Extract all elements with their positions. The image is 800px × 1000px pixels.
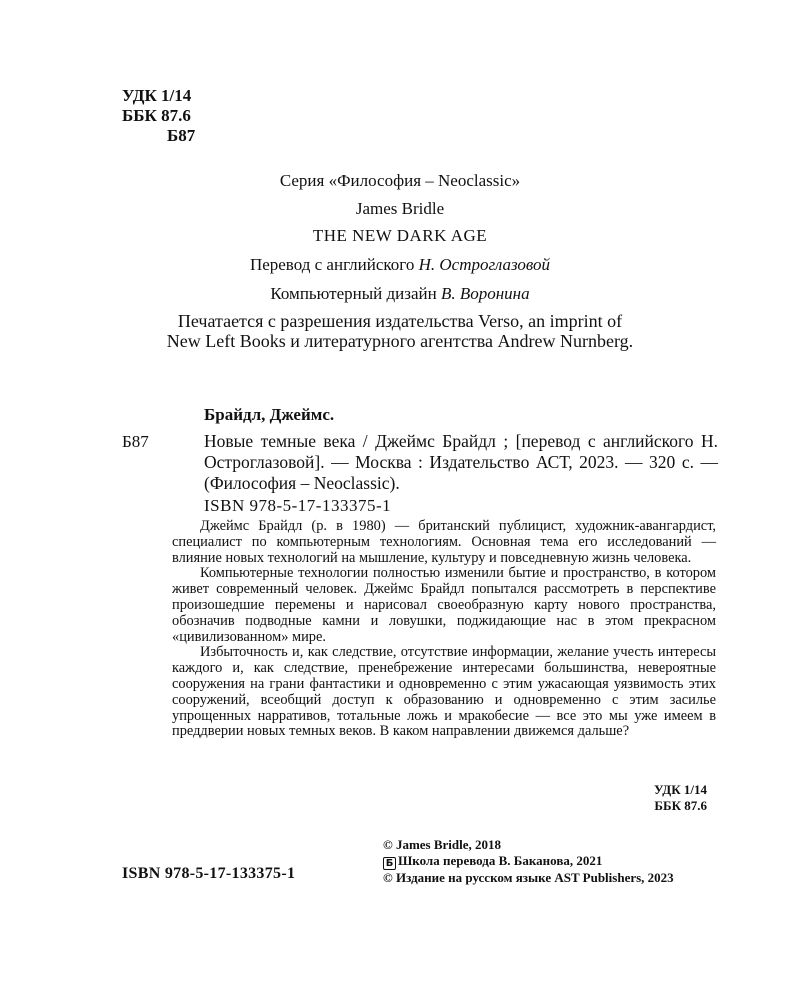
series-line: Серия «Философия – Neoclassic» <box>279 171 521 190</box>
bbk-code: ББК 87.6 <box>122 106 191 125</box>
copyright-block <box>383 837 674 886</box>
author-mark: Б87 <box>167 126 196 145</box>
udk-code: УДК 1/14 <box>122 86 192 105</box>
annotation-paragraph-3: Избыточность и, как следствие, отсутствие информации, желание учесть интересы каждого и, как следствие, пренебрежение интересами большинства, невероятные сооружения на грани фантастики и одновременно с этим ужасающая уязвимость этих сооружений, всеобщий доступ к образованию и одновременно с этим засилье упрощенных нарративов, тотальные ложь и мракобесие — все это мы уже имеем в преддверии новых темных веков. В каком направлении движемся дальше? <box>172 644 716 740</box>
bottom-bbk: ББК 87.6 <box>654 798 707 813</box>
permission-line-2: New Left Books и литературного агентства Andrew Nurnberg. <box>166 331 634 351</box>
isbn-bottom: ISBN 978-5-17-133375-1 <box>122 865 296 882</box>
bottom-classification-codes <box>600 782 707 814</box>
translation-credit <box>0 255 800 275</box>
annotation <box>172 519 716 740</box>
permission-line-1: Печатается с разрешения издательства Verso, an imprint of <box>177 311 623 331</box>
annotation-paragraph-1: Джеймс Брайдл (р. в 1980) — британский публицист, художник-авангардист, специалист по компьютерным технологиям. Основная тема его исследований — влияние новых технологий на мышление, культуру и повседневную жизнь человека. <box>172 518 716 566</box>
bib-author-mark: Б87 <box>122 432 149 451</box>
title-english: THE NEW DARK AGE <box>312 226 488 245</box>
school-logo-icon: Б <box>383 857 396 870</box>
bib-description: Новые темные века / Джеймс Брайдл ; [перевод с английского Н. Остроглазовой]. — Москва : Издательство АСТ, 2023. — 320 с. — (Философия – Neoclassic). <box>204 431 718 493</box>
designer-name: В. Воронина <box>440 284 530 303</box>
design-label: Компьютерный дизайн <box>270 284 441 303</box>
copyright-edition: © Издание на русском языке AST Publishers, 2023 <box>383 870 674 885</box>
copyright-school <box>383 853 674 870</box>
translation-label: Перевод с английского <box>249 255 419 274</box>
permission-note <box>0 311 800 351</box>
copyright-school-text: Школа перевода В. Баканова, 2021 <box>398 853 603 868</box>
author-english: James Bridle <box>355 199 445 218</box>
copyright-author: © James Bridle, 2018 <box>383 837 502 852</box>
bottom-udk: УДК 1/14 <box>654 782 707 797</box>
bib-isbn: ISBN 978-5-17-133375-1 <box>204 496 392 515</box>
classification-codes <box>122 86 195 146</box>
design-credit <box>0 284 800 304</box>
bib-author: Брайдл, Джеймс. <box>204 405 335 424</box>
translator-name: Н. Остроглазовой <box>418 255 551 274</box>
annotation-paragraph-2: Компьютерные технологии полностью изменили бытие и пространство, в котором живет современный человек. Джеймс Брайдл попытался рассмотреть в перспективе произошедшие перемены и нарисовал своеобразную карту нового пространства, обозначив подводные камни и ловушки, поджидающие нас в этом прекрасном «цивилизованном» мире. <box>172 565 716 645</box>
